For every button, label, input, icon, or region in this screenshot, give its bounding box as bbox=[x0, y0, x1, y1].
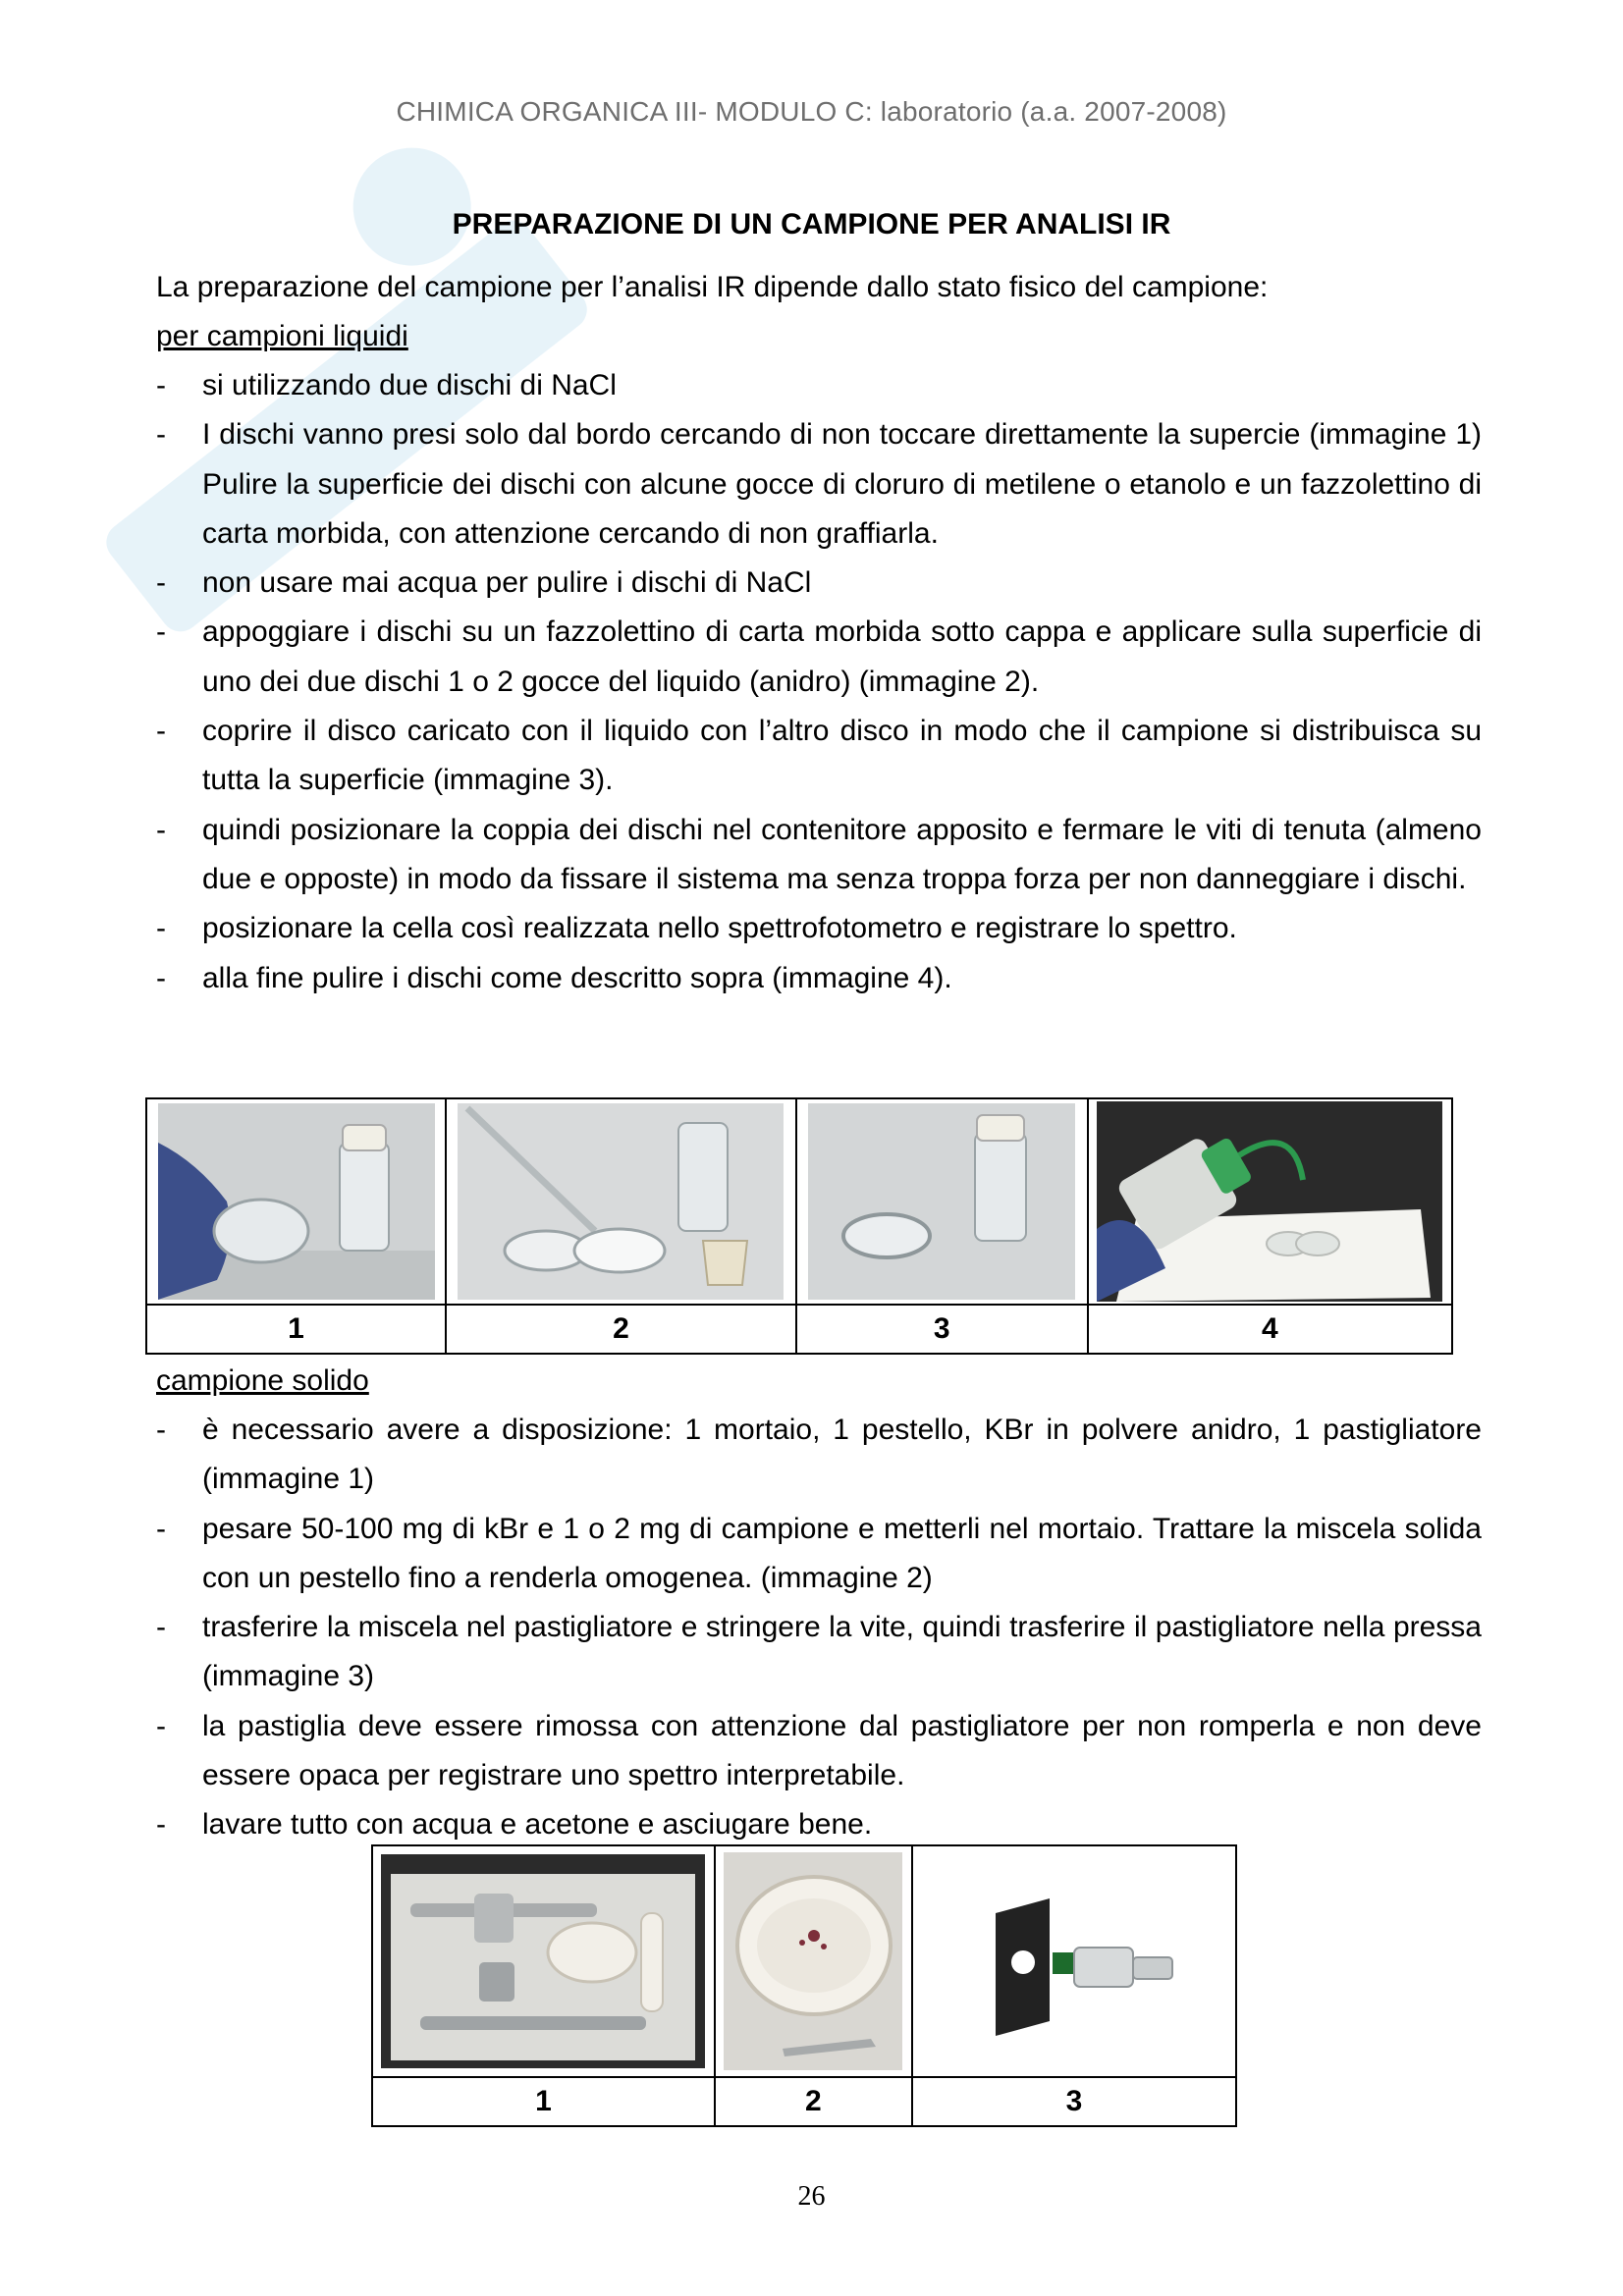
pellet-press-die-photo bbox=[927, 1854, 1221, 2068]
list-item: - alla fine pulire i dischi come descritto sopra (immagine 4). bbox=[156, 954, 1482, 1003]
covered-discs-photo bbox=[808, 1103, 1075, 1300]
image-cell bbox=[446, 1098, 796, 1305]
image-label-1: 1 bbox=[372, 2077, 715, 2126]
image-label-3: 3 bbox=[796, 1305, 1088, 1354]
solid-steps-list bbox=[156, 1406, 1482, 1850]
image-cell bbox=[1088, 1098, 1452, 1305]
list-item: - è necessario avere a disposizione: 1 mortaio, 1 pestello, KBr in polvere anidro, 1 pastigliatore (immagine 1) bbox=[156, 1406, 1482, 1505]
list-item: - trasferire la miscela nel pastigliatore e stringere la vite, quindi trasferire il pastigliatore nella pressa (immagine 3) bbox=[156, 1603, 1482, 1702]
mortar-pestle-tools-photo bbox=[381, 1854, 705, 2068]
image-label-2: 2 bbox=[715, 2077, 912, 2126]
list-item: - non usare mai acqua per pulire i dischi di NaCl bbox=[156, 559, 1482, 608]
liquid-heading: per campioni liquidi bbox=[156, 320, 408, 352]
pipette-on-disc-photo bbox=[458, 1103, 784, 1300]
wash-bottle-cleaning-photo bbox=[1097, 1101, 1442, 1302]
image-cell bbox=[372, 1845, 715, 2077]
list-item: - quindi posizionare la coppia dei dischi nel contenitore apposito e fermare le viti di tenuta (almeno due e opposte) in modo da fissare il sistema ma senza troppa forza per non danneggiare i dischi. bbox=[156, 806, 1482, 905]
image-label-1: 1 bbox=[146, 1305, 446, 1354]
page-number: 26 bbox=[797, 2181, 826, 2212]
image-label-2: 2 bbox=[446, 1305, 796, 1354]
list-item: - la pastiglia deve essere rimossa con attenzione dal pastigliatore per non romperla e non deve essere opaca per registrare uno spettro interpretabile. bbox=[156, 1702, 1482, 1801]
solid-heading: campione solido bbox=[156, 1364, 369, 1397]
glove-holding-disc-photo bbox=[158, 1103, 435, 1300]
intro-paragraph: La preparazione del campione per l’analisi IR dipende dallo stato fisico del campione: bbox=[156, 271, 1269, 303]
running-header: CHIMICA ORGANICA III- MODULO C: laboratorio (a.a. 2007-2008) bbox=[396, 96, 1227, 127]
solid-images-table bbox=[371, 1844, 1237, 2127]
liquid-steps-list bbox=[156, 361, 1482, 1003]
image-cell bbox=[912, 1845, 1236, 2077]
image-label-3: 3 bbox=[912, 2077, 1236, 2126]
list-item: - pesare 50-100 mg di kBr e 1 o 2 mg di campione e metterli nel mortaio. Trattare la miscela solida con un pestello fino a renderla omogenea. (immagine 2) bbox=[156, 1505, 1482, 1604]
list-item: - coprire il disco caricato con il liquido con l’altro disco in modo che il campione si distribuisca su tutta la superficie (immagine 3). bbox=[156, 707, 1482, 806]
mortar-with-sample-photo bbox=[724, 1852, 902, 2070]
list-item: - appoggiare i dischi su un fazzolettino di carta morbida sotto cappa e applicare sulla superficie di uno dei due dischi 1 o 2 gocce del liquido (anidro) (immagine 2). bbox=[156, 608, 1482, 707]
list-item: - I dischi vanno presi solo dal bordo cercando di non toccare direttamente la supercie (immagine 1) Pulire la superficie dei dischi con alcune gocce di cloruro di metilene o etanolo e un fazzolettino di carta morbida, con attenzione cercando di non graffiarla. bbox=[156, 410, 1482, 559]
image-label-4: 4 bbox=[1088, 1305, 1452, 1354]
image-cell bbox=[146, 1098, 446, 1305]
image-cell bbox=[715, 1845, 912, 2077]
list-item: - posizionare la cella così realizzata nello spettrofotometro e registrare lo spettro. bbox=[156, 904, 1482, 953]
list-item: - si utilizzando due dischi di NaCl bbox=[156, 361, 1482, 410]
image-cell bbox=[796, 1098, 1088, 1305]
liquid-images-table bbox=[145, 1097, 1453, 1355]
page-title: PREPARAZIONE DI UN CAMPIONE PER ANALISI IR bbox=[452, 208, 1171, 240]
list-item: - lavare tutto con acqua e acetone e asciugare bene. bbox=[156, 1800, 1482, 1849]
